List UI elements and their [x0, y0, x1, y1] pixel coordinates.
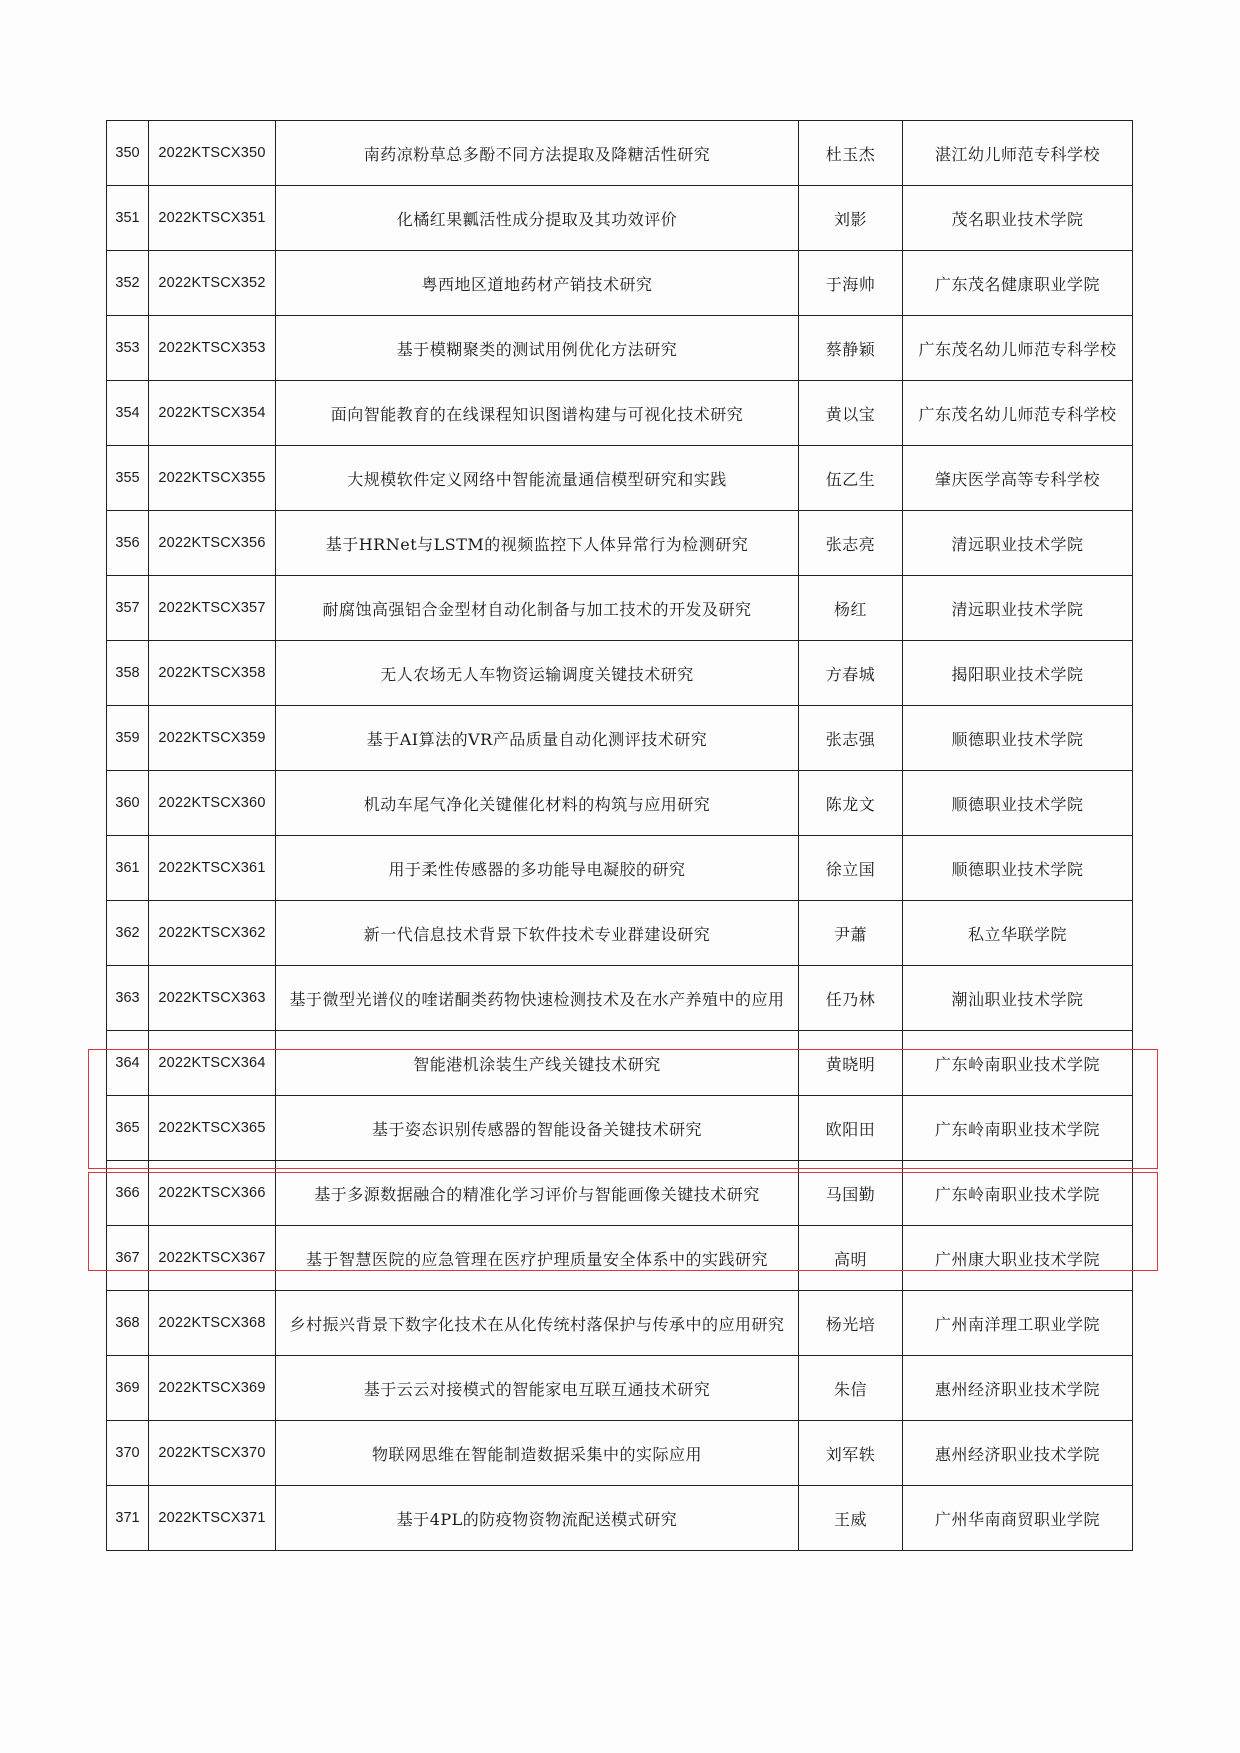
project-code: 2022KTSCX360 — [149, 771, 276, 836]
project-leader: 黄晓明 — [799, 1031, 903, 1096]
project-code: 2022KTSCX358 — [149, 641, 276, 706]
row-number: 360 — [107, 771, 149, 836]
project-code: 2022KTSCX352 — [149, 251, 276, 316]
table-row — [107, 251, 1133, 316]
table-row — [107, 836, 1133, 901]
project-leader: 王威 — [799, 1486, 903, 1551]
project-leader: 杨光培 — [799, 1291, 903, 1356]
institution-name: 顺德职业技术学院 — [903, 771, 1133, 836]
institution-name: 清远职业技术学院 — [903, 511, 1133, 576]
project-title: 粤西地区道地药材产销技术研究 — [276, 251, 799, 316]
table-row — [107, 706, 1133, 771]
project-leader: 刘军轶 — [799, 1421, 903, 1486]
project-leader: 任乃林 — [799, 966, 903, 1031]
row-number: 354 — [107, 381, 149, 446]
project-code: 2022KTSCX371 — [149, 1486, 276, 1551]
institution-name: 清远职业技术学院 — [903, 576, 1133, 641]
project-title: 基于多源数据融合的精准化学习评价与智能画像关键技术研究 — [276, 1161, 799, 1226]
project-code: 2022KTSCX357 — [149, 576, 276, 641]
project-title: 基于AI算法的VR产品质量自动化测评技术研究 — [276, 706, 799, 771]
project-leader: 伍乙生 — [799, 446, 903, 511]
project-code: 2022KTSCX367 — [149, 1226, 276, 1291]
institution-name: 广东茂名幼儿师范专科学校 — [903, 316, 1133, 381]
project-leader: 方春城 — [799, 641, 903, 706]
table-row — [107, 381, 1133, 446]
project-code: 2022KTSCX354 — [149, 381, 276, 446]
project-title: 化橘红果瓤活性成分提取及其功效评价 — [276, 186, 799, 251]
project-code: 2022KTSCX370 — [149, 1421, 276, 1486]
project-leader: 欧阳田 — [799, 1096, 903, 1161]
table-row — [107, 1161, 1133, 1226]
project-title: 用于柔性传感器的多功能导电凝胶的研究 — [276, 836, 799, 901]
row-number: 366 — [107, 1161, 149, 1226]
table-row — [107, 511, 1133, 576]
table-row — [107, 966, 1133, 1031]
project-leader: 杜玉杰 — [799, 121, 903, 186]
institution-name: 惠州经济职业技术学院 — [903, 1421, 1133, 1486]
table-row — [107, 641, 1133, 706]
project-title: 南药凉粉草总多酚不同方法提取及降糖活性研究 — [276, 121, 799, 186]
table-row — [107, 1421, 1133, 1486]
institution-name: 揭阳职业技术学院 — [903, 641, 1133, 706]
project-leader: 尹蕭 — [799, 901, 903, 966]
table-row — [107, 121, 1133, 186]
project-code: 2022KTSCX356 — [149, 511, 276, 576]
row-number: 352 — [107, 251, 149, 316]
table-row — [107, 1291, 1133, 1356]
project-title: 物联网思维在智能制造数据采集中的实际应用 — [276, 1421, 799, 1486]
row-number: 370 — [107, 1421, 149, 1486]
project-code: 2022KTSCX363 — [149, 966, 276, 1031]
project-title: 面向智能教育的在线课程知识图谱构建与可视化技术研究 — [276, 381, 799, 446]
row-number: 358 — [107, 641, 149, 706]
project-leader: 刘影 — [799, 186, 903, 251]
institution-name: 广州南洋理工职业学院 — [903, 1291, 1133, 1356]
row-number: 359 — [107, 706, 149, 771]
project-list-body — [107, 121, 1133, 1551]
table-row — [107, 576, 1133, 641]
project-title: 基于模糊聚类的测试用例优化方法研究 — [276, 316, 799, 381]
project-title: 基于姿态识别传感器的智能设备关键技术研究 — [276, 1096, 799, 1161]
table-row — [107, 901, 1133, 966]
table-row — [107, 1356, 1133, 1421]
project-leader: 张志强 — [799, 706, 903, 771]
row-number: 365 — [107, 1096, 149, 1161]
project-code: 2022KTSCX361 — [149, 836, 276, 901]
project-code: 2022KTSCX369 — [149, 1356, 276, 1421]
institution-name: 顺德职业技术学院 — [903, 836, 1133, 901]
row-number: 353 — [107, 316, 149, 381]
project-leader: 于海帅 — [799, 251, 903, 316]
row-number: 367 — [107, 1226, 149, 1291]
project-title: 基于智慧医院的应急管理在医疗护理质量安全体系中的实践研究 — [276, 1226, 799, 1291]
institution-name: 广东茂名健康职业学院 — [903, 251, 1133, 316]
project-title: 耐腐蚀高强铝合金型材自动化制备与加工技术的开发及研究 — [276, 576, 799, 641]
table-row — [107, 316, 1133, 381]
institution-name: 肇庆医学高等专科学校 — [903, 446, 1133, 511]
row-number: 361 — [107, 836, 149, 901]
row-number: 363 — [107, 966, 149, 1031]
row-number: 362 — [107, 901, 149, 966]
table-row — [107, 1031, 1133, 1096]
row-number: 355 — [107, 446, 149, 511]
table-row — [107, 1096, 1133, 1161]
project-title: 乡村振兴背景下数字化技术在从化传统村落保护与传承中的应用研究 — [276, 1291, 799, 1356]
project-code: 2022KTSCX351 — [149, 186, 276, 251]
row-number: 369 — [107, 1356, 149, 1421]
row-number: 364 — [107, 1031, 149, 1096]
row-number: 371 — [107, 1486, 149, 1551]
project-code: 2022KTSCX350 — [149, 121, 276, 186]
project-title: 智能港机涂装生产线关键技术研究 — [276, 1031, 799, 1096]
institution-name: 湛江幼儿师范专科学校 — [903, 121, 1133, 186]
project-title: 基于微型光谱仪的喹诺酮类药物快速检测技术及在水产养殖中的应用 — [276, 966, 799, 1031]
project-leader: 朱信 — [799, 1356, 903, 1421]
project-leader: 蔡静颖 — [799, 316, 903, 381]
project-code: 2022KTSCX353 — [149, 316, 276, 381]
project-leader: 徐立国 — [799, 836, 903, 901]
table-row — [107, 446, 1133, 511]
row-number: 350 — [107, 121, 149, 186]
project-title: 新一代信息技术背景下软件技术专业群建设研究 — [276, 901, 799, 966]
project-title: 无人农场无人车物资运输调度关键技术研究 — [276, 641, 799, 706]
project-title: 基于4PL的防疫物资物流配送模式研究 — [276, 1486, 799, 1551]
institution-name: 顺德职业技术学院 — [903, 706, 1133, 771]
institution-name: 广州康大职业技术学院 — [903, 1226, 1133, 1291]
institution-name: 广东岭南职业技术学院 — [903, 1161, 1133, 1226]
project-leader: 黄以宝 — [799, 381, 903, 446]
row-number: 351 — [107, 186, 149, 251]
institution-name: 广东岭南职业技术学院 — [903, 1031, 1133, 1096]
row-number: 357 — [107, 576, 149, 641]
institution-name: 惠州经济职业技术学院 — [903, 1356, 1133, 1421]
project-title: 机动车尾气净化关键催化材料的构筑与应用研究 — [276, 771, 799, 836]
project-code: 2022KTSCX365 — [149, 1096, 276, 1161]
project-list-table — [106, 120, 1133, 1551]
table-row — [107, 771, 1133, 836]
project-leader: 陈龙文 — [799, 771, 903, 836]
project-leader: 马国勤 — [799, 1161, 903, 1226]
table-row — [107, 1226, 1133, 1291]
project-code: 2022KTSCX366 — [149, 1161, 276, 1226]
institution-name: 私立华联学院 — [903, 901, 1133, 966]
project-leader: 高明 — [799, 1226, 903, 1291]
project-title: 基于云云对接模式的智能家电互联互通技术研究 — [276, 1356, 799, 1421]
project-code: 2022KTSCX359 — [149, 706, 276, 771]
table-row — [107, 1486, 1133, 1551]
project-code: 2022KTSCX364 — [149, 1031, 276, 1096]
project-title: 基于HRNet与LSTM的视频监控下人体异常行为检测研究 — [276, 511, 799, 576]
institution-name: 广东岭南职业技术学院 — [903, 1096, 1133, 1161]
institution-name: 广东茂名幼儿师范专科学校 — [903, 381, 1133, 446]
project-code: 2022KTSCX368 — [149, 1291, 276, 1356]
institution-name: 广州华南商贸职业学院 — [903, 1486, 1133, 1551]
project-leader: 张志亮 — [799, 511, 903, 576]
project-code: 2022KTSCX355 — [149, 446, 276, 511]
institution-name: 潮汕职业技术学院 — [903, 966, 1133, 1031]
row-number: 368 — [107, 1291, 149, 1356]
project-title: 大规模软件定义网络中智能流量通信模型研究和实践 — [276, 446, 799, 511]
table-row — [107, 186, 1133, 251]
institution-name: 茂名职业技术学院 — [903, 186, 1133, 251]
project-code: 2022KTSCX362 — [149, 901, 276, 966]
project-leader: 杨红 — [799, 576, 903, 641]
row-number: 356 — [107, 511, 149, 576]
